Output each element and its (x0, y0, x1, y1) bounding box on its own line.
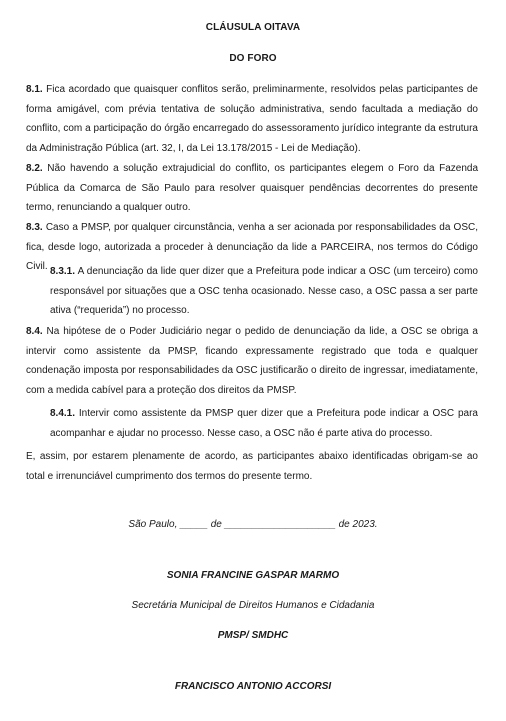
clause-text: Caso a PMSP, por qualquer circunstância, venha a ser acionada por responsabilidades da OSC, fica, desde logo, autorizada a proceder à denunciação da lide a PARCEIRA, nos termos do Código Civil. (26, 222, 478, 272)
clause-8-3-1 (50, 262, 478, 321)
clause-8-1 (26, 80, 478, 158)
clause-number: 8.4.1. (50, 408, 76, 419)
clause-number: 8.3.1. (50, 266, 76, 277)
clause-text: Fica acordado que quaisquer conflitos serão, preliminarmente, resolvidos pelas participantes de forma amigável, com prévia tentativa de solução administrativa, sendo facultada a mediação do conflito, com a participação do órgão encarregado do assessoramento jurídico integrante da estrutura da Administração Pública (art. 32, I, da Lei 13.178/2015 - Lei de Mediação). (26, 84, 478, 154)
clause-8-2 (26, 159, 478, 218)
clause-text: Não havendo a solução extrajudicial do conflito, os participantes elegem o Foro da Fazenda Pública da Comarca de São Paulo para resolver quaisquer pendências decorrentes do presente termo, renunciando a qualquer outro. (26, 163, 478, 213)
clause-8-4-1 (50, 404, 478, 443)
clause-title: CLÁUSULA OITAVA (205, 22, 301, 33)
clause-text: Na hipótese de o Poder Judiciário negar o pedido de denunciação da lide, a OSC se obriga a intervir como assistente da PMSP, ficando expressamente registrado que toda e qualquer condenação imposta por responsabilidades da OSC justificarão o direito de ingressar, imediatamente, com a medida cabível para a proteção dos direitos da PMSP. (26, 326, 478, 396)
date-line: São Paulo, _____ de ____________________ de 2023. (128, 519, 378, 530)
closing-paragraph: E, assim, por estarem plenamente de acordo, as participantes abaixo identificadas obrigam-se ao total e irrenunciável cumprimento dos termos do presente termo. (26, 451, 478, 482)
clause-text: A denunciação da lide quer dizer que a Prefeitura pode indicar a OSC (um terceiro) como responsável por situações que a OSC tenha ocasionado. Nesse caso, a OSC passa a ser parte ativa (“requerida”) no processo. (50, 266, 478, 316)
clause-number: 8.4. (26, 326, 43, 337)
clause-number: 8.3. (26, 222, 43, 233)
clause-number: 8.1. (26, 84, 43, 95)
clause-subtitle: DO FORO (229, 53, 277, 64)
signatory-1-org: PMSP/ SMDHC (217, 630, 289, 641)
signatory-2-name: FRANCISCO ANTONIO ACCORSI (174, 681, 332, 692)
signatory-1-role: Secretária Municipal de Direitos Humanos e Cidadania (131, 600, 375, 611)
clause-number: 8.2. (26, 163, 43, 174)
clause-8-4 (26, 322, 478, 400)
clause-text: Intervir como assistente da PMSP quer dizer que a Prefeitura pode indicar a OSC para acompanhar e ajudar no processo. Nesse caso, a OSC não é parte ativa do processo. (50, 408, 478, 439)
signatory-1-name: SONIA FRANCINE GASPAR MARMO (166, 570, 340, 581)
